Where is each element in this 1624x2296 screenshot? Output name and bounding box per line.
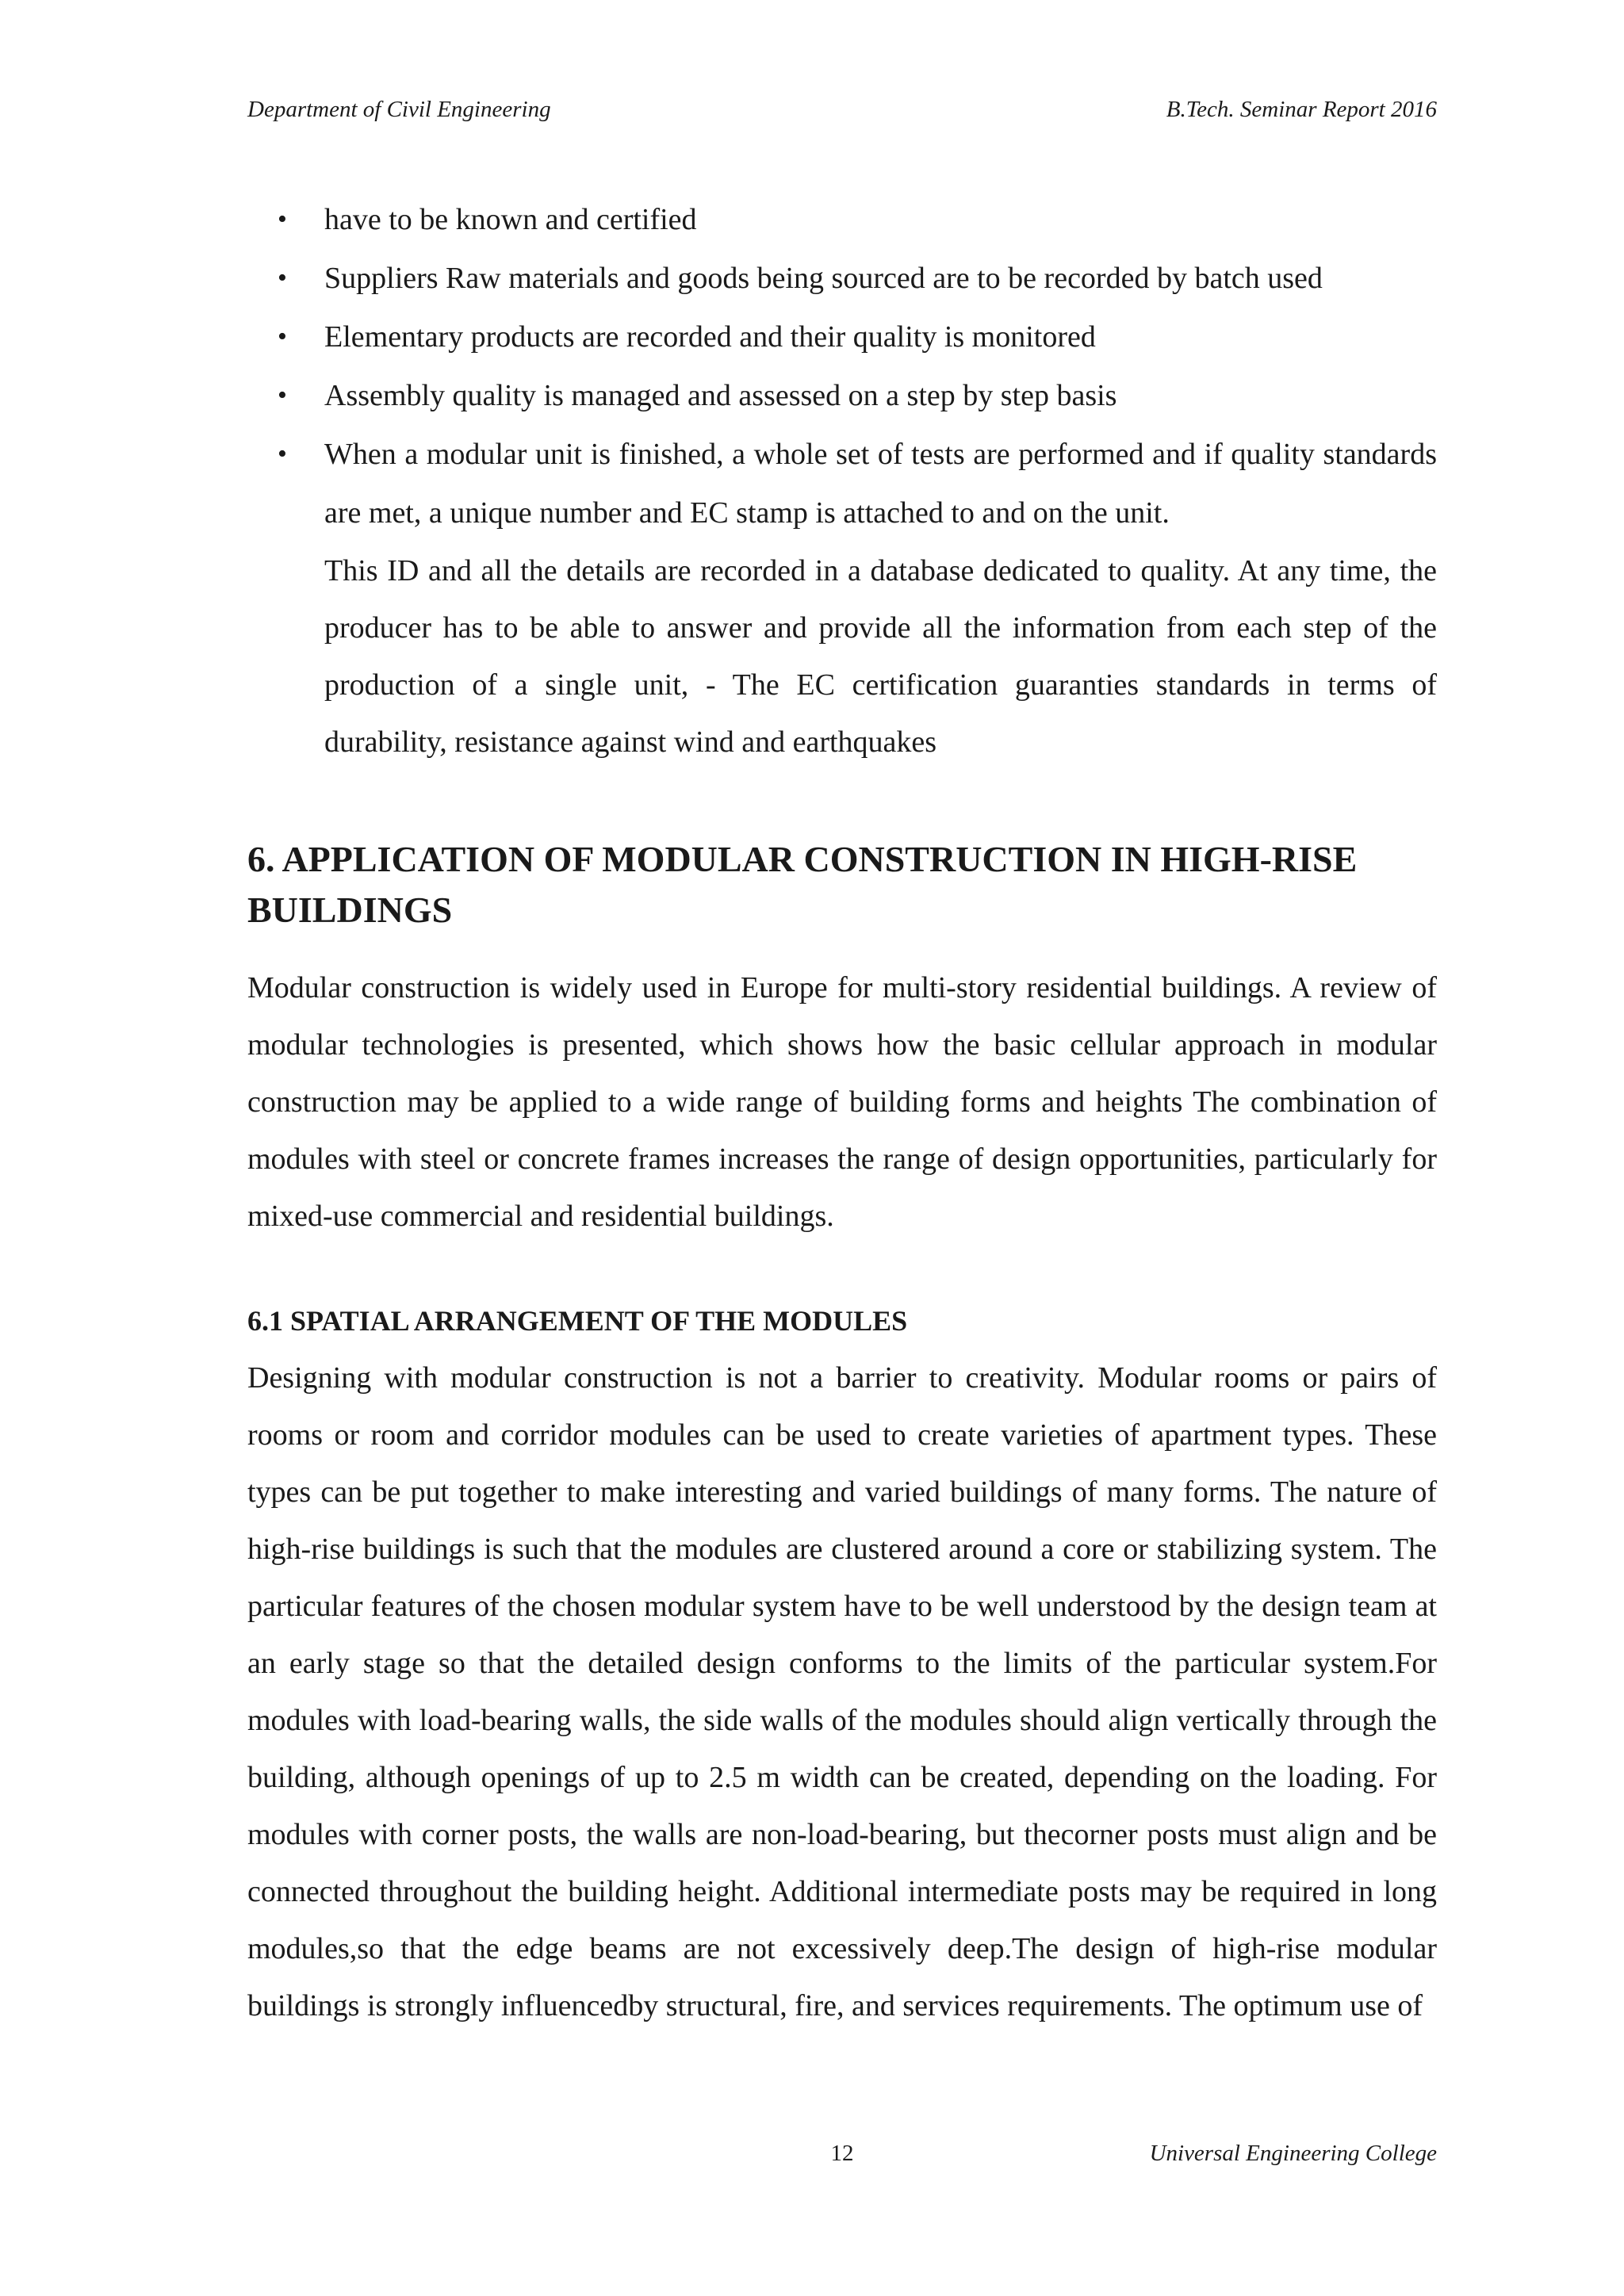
header-department: Department of Civil Engineering [247,97,551,122]
bullet-continuation: This ID and all the details are recorded in a database dedicated to quality. At any time, the producer has to be able to answer and provide all the information from each step of the production of a single unit, - The EC certification guaranties standards in terms of durability, resistance against wind and earthquakes [324,554,1437,759]
section-6-heading: 6. APPLICATION OF MODULAR CONSTRUCTION IN HIGH-RISE BUILDINGS [247,839,1358,930]
list-item [247,190,1437,249]
bullet-icon: • [278,322,287,351]
bullet-icon: • [278,205,287,234]
list-item-text: Elementary products are recorded and their quality is monitored [324,320,1096,354]
section-6-1-paragraph: Designing with modular construction is not a barrier to creativity. Modular rooms or pairs of rooms or room and corridor modules can be used to create varieties of apartment types. These types can be put together to make interesting and varied buildings of many forms. The nature of high-rise buildings is such that the modules are clustered around a core or stabilizing system. The particular features of the chosen modular system have to be well understood by the design team at an early stage so that the detailed design conforms to the limits of the particular system.For modules with load-bearing walls, the side walls of the modules should align vertically through the building, although openings of up to 2.5 m width can be created, depending on the loading. For modules with corner posts, the walls are non-load-bearing, but thecorner posts must align and be connected throughout the building height. Additional intermediate posts may be required in long modules,so that the edge beams are not excessively deep.The design of high-rise modular buildings is strongly influencedby structural, fire, and services requirements. The optimum use of [247,1361,1437,2022]
bullet-icon: • [278,381,287,410]
page-header [247,97,1437,123]
section-6-1-heading: 6.1 SPATIAL ARRANGEMENT OF THE MODULES [247,1305,908,1337]
section-6-paragraph: Modular construction is widely used in Europe for multi-story residential buildings. A review of modular technologies is presented, which shows how the basic cellular approach in modular construction may be applied to a wide range of building forms and heights The combination of modules with steel or concrete frames increases the range of design opportunities, particularly for mixed-use commercial and residential buildings. [247,971,1437,1233]
bullet-icon: • [278,263,287,293]
footer-college: Universal Engineering College [1149,2141,1437,2166]
list-item [247,366,1437,425]
page-content [247,190,1437,2034]
list-item-text: Suppliers Raw materials and goods being sourced are to be recorded by batch used [324,262,1323,295]
bullet-list [247,190,1437,542]
list-item-text: have to be known and certified [324,203,697,236]
list-item [247,308,1437,366]
list-item [247,425,1437,542]
list-item-text: When a modular unit is finished, a whole set of tests are performed and if quality standards are met, a unique number and EC stamp is attached to and on the unit. [324,438,1437,530]
bullet-icon: • [278,439,287,469]
list-item-text: Assembly quality is managed and assessed on a step by step basis [324,379,1117,412]
header-report-title: B.Tech. Seminar Report 2016 [1166,97,1437,122]
page-number: 12 [830,2141,854,2166]
list-item [247,249,1437,308]
